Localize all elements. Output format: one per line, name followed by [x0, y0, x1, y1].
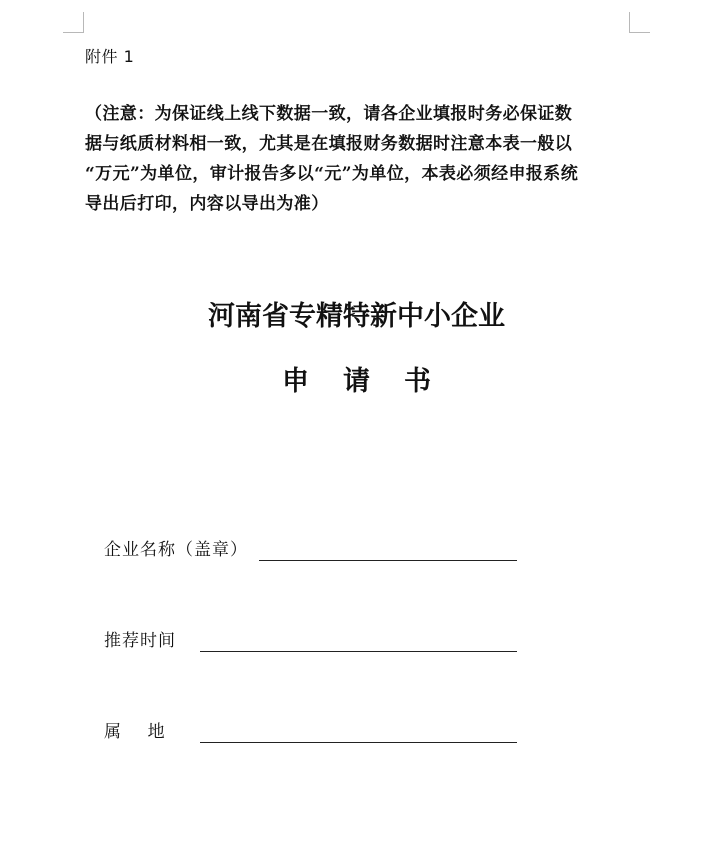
notice-line: “万元”为单位，审计报告多以“元”为单位，本表必须经申报系统 — [85, 164, 579, 184]
region-blank-line — [200, 742, 517, 743]
notice-line: （注意：为保证线上线下数据一致，请各企业填报时务必保证数 — [85, 104, 573, 124]
notice-paragraph — [85, 99, 630, 219]
recommend-time-label: 推荐时间 — [104, 631, 176, 651]
notice-line: 据与纸质材料相一致，尤其是在填报财务数据时注意本表一般以 — [85, 134, 573, 154]
document-subtitle: 申请书 — [282, 366, 465, 397]
page-corner-mark-top-right — [629, 12, 650, 33]
recommend-time-blank-line — [200, 651, 517, 652]
page-corner-mark-top-left — [63, 12, 84, 33]
region-label: 属 地 — [104, 722, 166, 742]
document-title: 河南省专精特新中小企业 — [208, 301, 505, 332]
notice-line: 导出后打印，内容以导出为准） — [85, 194, 329, 214]
company-name-label: 企业名称（盖章） — [104, 540, 248, 560]
attachment-label: 附件 1 — [85, 47, 135, 66]
company-name-blank-line — [259, 560, 517, 561]
